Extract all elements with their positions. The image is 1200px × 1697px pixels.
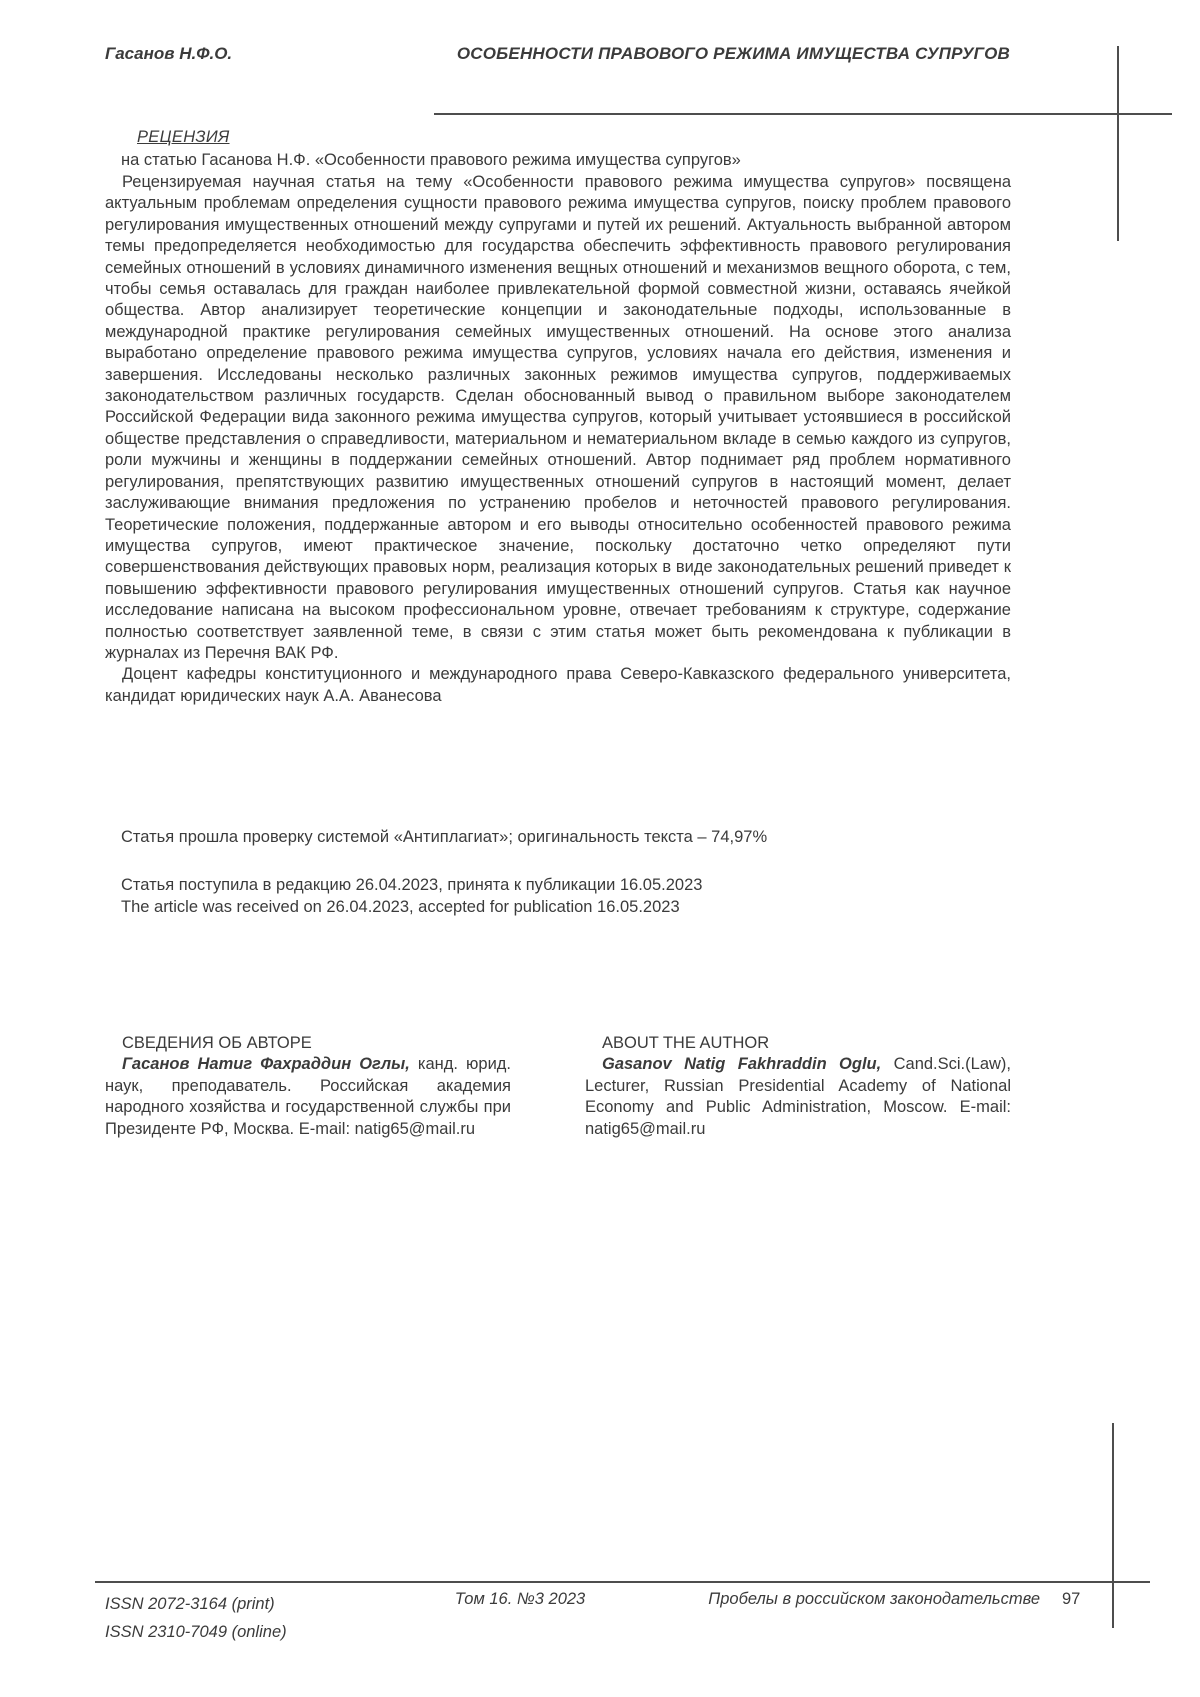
author-info-en-heading: ABOUT THE AUTHOR xyxy=(602,1034,770,1052)
author-details-ru: канд. юрид. наук, преподаватель. Российская академия народного хозяйства и государственной службы при Президенте РФ, Москва. E-mail: natig65@mail.ru xyxy=(105,1055,511,1138)
footer-volume: Том 16. №3 2023 xyxy=(454,1590,586,1608)
footer-journal-title: Пробелы в российском законодательстве xyxy=(708,1590,1040,1608)
received-date-en: The article was received on 26.04.2023, accepted for publication 16.05.2023 xyxy=(121,898,680,916)
footer-issn-block xyxy=(105,1590,287,1646)
author-info-ru xyxy=(105,1033,511,1140)
author-details-en: Cand.Sci.(Law), Lecturer, Russian Presidential Academy of National Economy and Public Administration, Moscow. E-mail: natig65@mail.ru xyxy=(585,1055,1011,1138)
author-info-en-paragraph xyxy=(585,1054,1011,1140)
footer-issn-online: ISSN 2310-7049 (online) xyxy=(105,1623,287,1641)
author-info-ru-heading: СВЕДЕНИЯ ОБ АВТОРЕ xyxy=(122,1034,312,1052)
header-rule xyxy=(434,113,1172,115)
review-body: Рецензируемая научная статья на тему «Особенности правового режима имущества супругов» посвящена актуальным проблемам определения сущности правового режима имущества супругов, поиску проблем правового регулирования имущественных отношений между супругами и путей их решений. Актуальность выбранной автором темы предопределяется необходимостью для государства обеспечить эффективность правового регулирования семейных отношений в условиях динамичного изменения вещных отношений и механизмов вещного оборота, с тем, чтобы семья оставалась для граждан наиболее привлекательной формой совместной жизни, оставаясь ячейкой общества. Автор анализирует теоретические концепции и законодательные подходы, использованные в международной практике регулирования семейных имущественных отношений. На основе этого анализа выработано определение правового режима имущества супругов, условиях начала его действия, изменения и завершения. Исследованы несколько различных законных режимов имущества супругов, поддерживаемых законодательством различных государств. Сделан обоснованный вывод о правильном выборе законодателем Российской Федерации вида законного режима имущества супругов, который учитывает устоявшиеся в российской обществе представления о справедливости, материальном и нематериальном вкладе в семью каждого из супругов, роли мужчины и женщины в поддержании семейных отношений. Автор поднимает ряд проблем нормативного регулирования, препятствующих развитию имущественных отношений супругов в настоящий момент, делает заслуживающие внимания предложения по устранению пробелов и неточностей правового регулирования. Теоретические положения, поддержанные автором и его выводы относительно особенностей правового режима имущества супругов, имеют практическое значение, поскольку достаточно четко определяют пути совершенствования действующих правовых норм, реализация которых в виде законодательных решений приведет к повышению эффективности правового регулирования имущественных отношений супругов. Статья как научное исследование написана на высоком профессиональном уровне, отвечает требованиям к структуре, содержание полностью соответствует заявленной теме, в связи с этим статья может быть рекомендована к публикации в журналах из Перечня ВАК РФ. xyxy=(105,173,1011,662)
received-date-ru: Статья поступила в редакцию 26.04.2023, принята к публикации 16.05.2023 xyxy=(121,876,703,894)
antiplagiarism-note: Статья прошла проверку системой «Антиплагиат»; оригинальность текста – 74,97% xyxy=(121,828,768,846)
running-header-title: ОСОБЕННОСТИ ПРАВОВОГО РЕЖИМА ИМУЩЕСТВА СУПРУГОВ xyxy=(456,44,1010,63)
margin-vertical-rule-top xyxy=(1117,46,1119,241)
author-name-en: Gasanov Natig Fakhraddin Oglu, xyxy=(602,1055,882,1074)
author-name-ru: Гасанов Натиг Фахраддин Оглы, xyxy=(122,1055,410,1074)
margin-vertical-rule-bottom xyxy=(1112,1423,1114,1628)
review-text-block xyxy=(105,172,1011,707)
reviewer-credit: Доцент кафедры конституционного и международного права Северо-Кавказского федерального университета, кандидат юридических наук А.А. Аванесова xyxy=(105,665,1011,705)
review-subheading: на статью Гасанова Н.Ф. «Особенности правового режима имущества супругов» xyxy=(121,151,741,169)
review-heading: РЕЦЕНЗИЯ xyxy=(137,128,230,146)
footer-rule xyxy=(95,1581,1150,1583)
footer-issn-print: ISSN 2072-3164 (print) xyxy=(105,1595,275,1613)
footer-page-number: 97 xyxy=(1062,1590,1081,1608)
author-info-en xyxy=(585,1033,1011,1140)
author-info-ru-paragraph xyxy=(105,1054,511,1140)
running-header-author: Гасанов Н.Ф.О. xyxy=(105,44,233,63)
